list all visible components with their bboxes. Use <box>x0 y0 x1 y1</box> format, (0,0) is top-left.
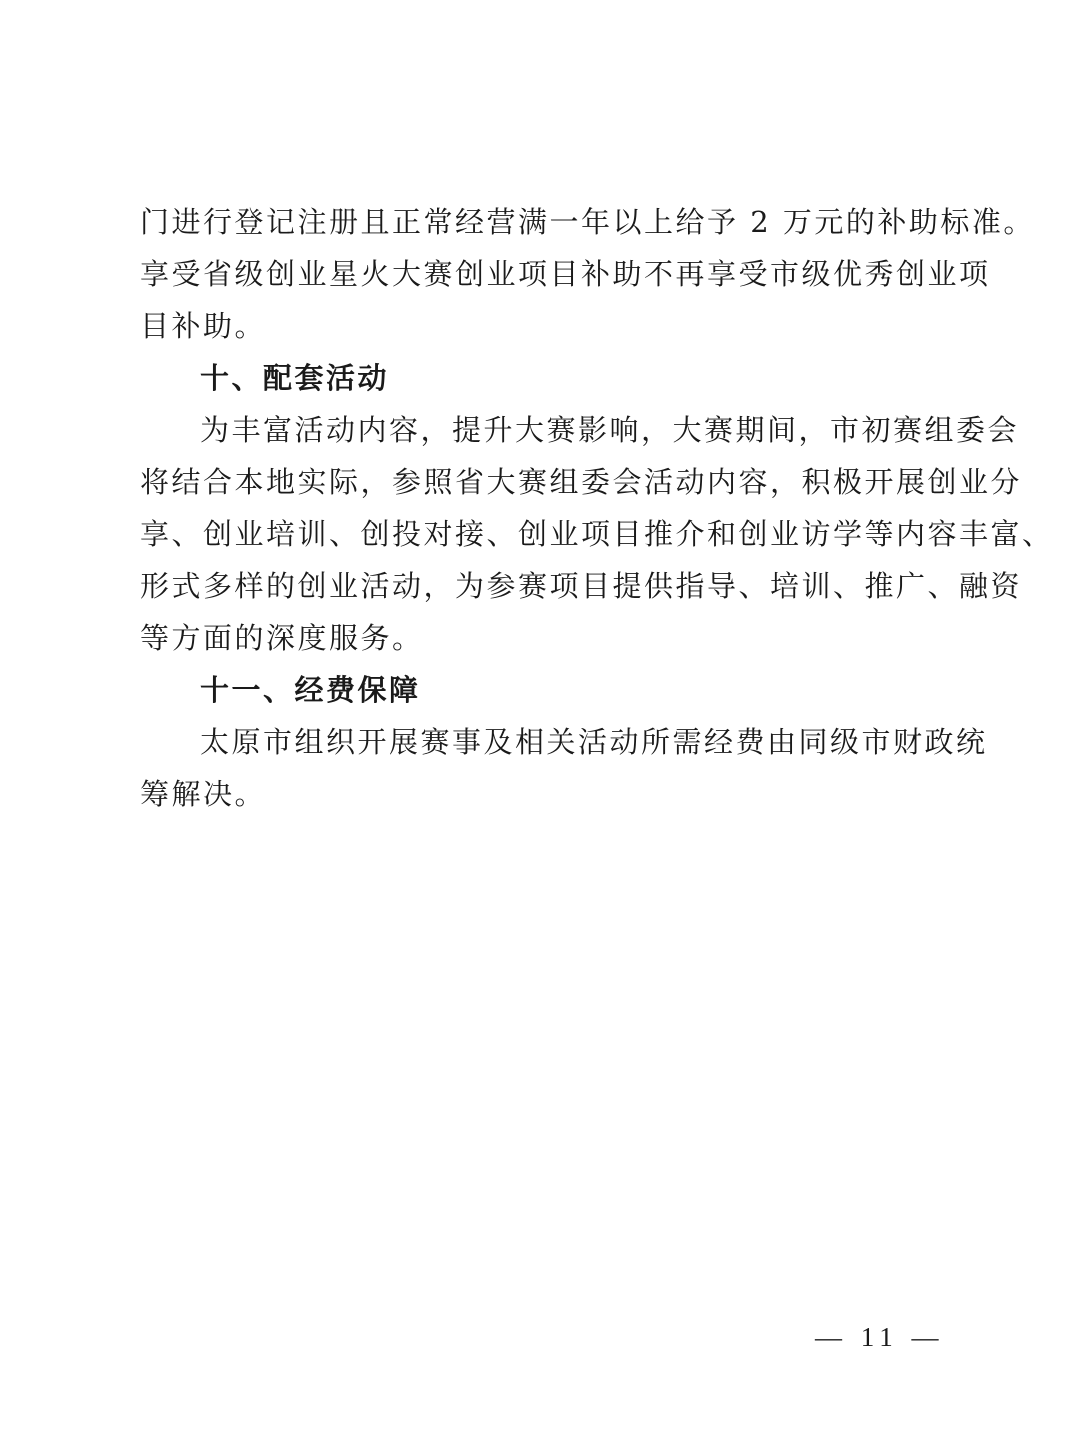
section-heading-supporting-activities: 十、配套活动 <box>200 361 390 395</box>
text-line: 目补助。 <box>140 309 267 343</box>
text-line: 形式多样的创业活动，为参赛项目提供指导、培训、推广、融资 <box>140 569 1023 603</box>
text-line: 筹解决。 <box>140 777 267 811</box>
section-heading-funding: 十一、经费保障 <box>200 673 421 707</box>
text-line: 为丰富活动内容，提升大赛影响，大赛期间，市初赛组委会 <box>200 413 1020 447</box>
page-number: — 11 — <box>815 1322 945 1352</box>
text-line: 享受省级创业星火大赛创业项目补助不再享受市级优秀创业项 <box>140 257 991 291</box>
text-line: 等方面的深度服务。 <box>140 621 424 655</box>
text-line: 太原市组织开展赛事及相关活动所需经费由同级市财政统 <box>200 725 988 759</box>
text-line: 门进行登记注册且正常经营满一年以上给予 2 万元的补助标准。 <box>140 205 1035 239</box>
document-body <box>140 196 1054 820</box>
text-line: 将结合本地实际，参照省大赛组委会活动内容，积极开展创业分 <box>140 465 1023 499</box>
text-line: 享、创业培训、创投对接、创业项目推介和创业访学等内容丰富、 <box>140 517 1054 551</box>
